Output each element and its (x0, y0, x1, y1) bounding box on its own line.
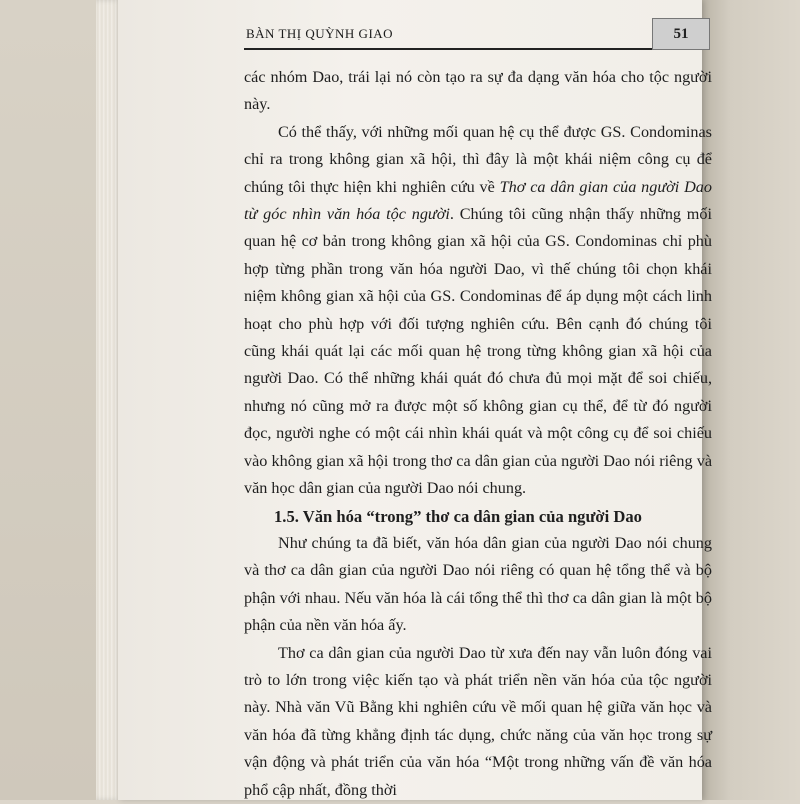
page-number: 51 (652, 18, 710, 50)
paragraph: Thơ ca dân gian của người Dao từ xưa đến nay vẫn luôn đóng vai trò to lớn trong việc kiến tạo và phát triển nền văn hóa của tộc người này. Nhà văn Vũ Bằng khi nghiên cứu về mối quan hệ giữa văn học và văn hóa đã từng khẳng định tác dụng, chức năng của văn học trong sự vận động và phát triển của văn hóa “Một trong những vấn đề văn hóa phổ cập nhất, đồng thời (244, 643, 712, 799)
running-header (244, 18, 700, 50)
book-page (118, 0, 712, 800)
body-text (244, 64, 712, 804)
section-heading: 1.5. Văn hóa “trong” thơ ca dân gian của người Dao (274, 506, 642, 526)
paragraph: Như chúng ta đã biết, văn hóa dân gian của người Dao nói chung và thơ ca dân gian của người Dao nói riêng có quan hệ tổng thể và bộ phận với nhau. Nếu văn hóa là cái tổng thể thì thơ ca dân gian là một bộ phận của nền văn hóa ấy. (244, 533, 712, 635)
book-title-italic: Thơ ca dân gian của người Dao từ góc nhìn văn hóa tộc người (244, 177, 712, 224)
table-shadow (700, 0, 800, 800)
paragraph-text: . Chúng tôi cũng nhận thấy những mối quan hệ cơ bản trong không gian xã hội của GS. Condominas chỉ phù hợp từng phần trong văn hóa người Dao, vì thế chúng tôi chọn khái niệm không gian xã hội của GS. Condominas để áp dụng một cách linh hoạt cho phù hợp với đối tượng nghiên cứu. Bên cạnh đó chúng tôi cũng khái quát lại các mối quan hệ trong từng không gian xã hội của người Dao. Có thể những khái quát đó chưa đủ mọi mặt để soi chiếu, nhưng nó cũng mở ra được một số không gian cụ thể, để từ đó người đọc, người nghe có một cái nhìn khái quát và một công cụ để soi chiếu vào không gian xã hội trong thơ ca dân gian của người Dao nói riêng và văn học dân gian của người Dao nói chung. (244, 205, 712, 498)
paragraph-text: Có thể thấy, với những mối quan hệ cụ thể được GS. Condominas chỉ ra trong không gian xã hội, thì đây là một khái niệm công cụ để chúng tôi thực hiện khi nghiên cứu về (244, 122, 712, 196)
paragraph: các nhóm Dao, trái lại nó còn tạo ra sự đa dạng văn hóa cho tộc người này. (244, 68, 712, 114)
paragraph (244, 119, 712, 503)
header-title: BÀN THỊ QUỲNH GIAO (246, 26, 394, 41)
